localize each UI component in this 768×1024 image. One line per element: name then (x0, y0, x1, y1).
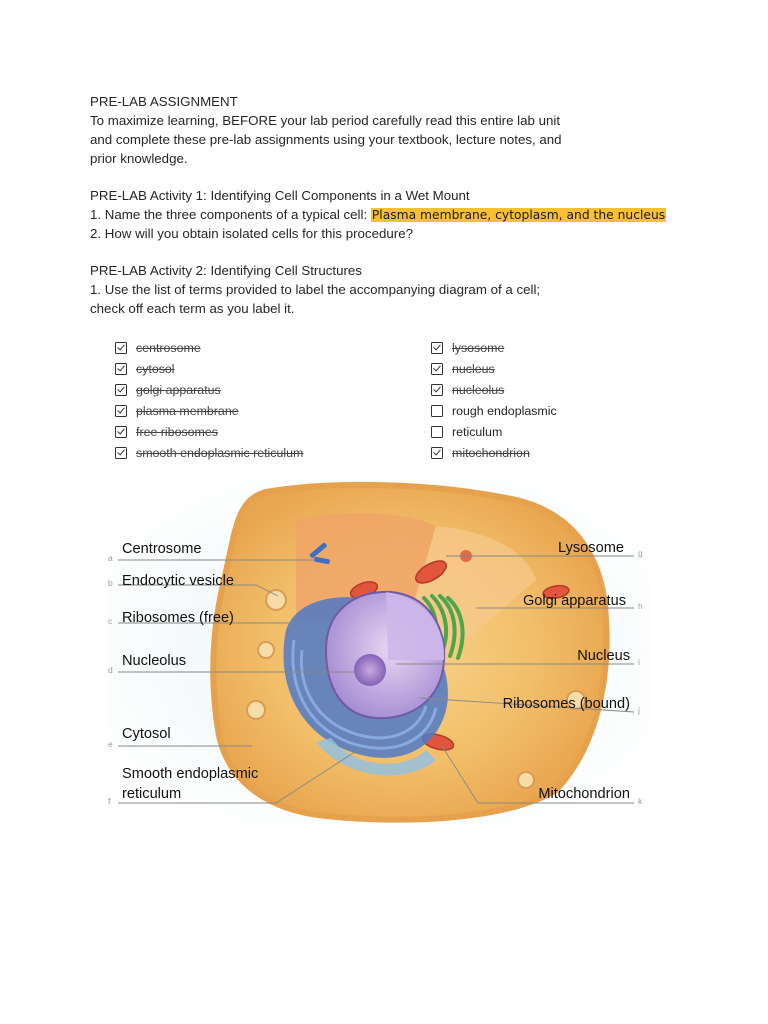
label-cytosol: Cytosol (122, 726, 171, 742)
term-label: centrosome (136, 341, 201, 355)
label-letter-c: c (108, 616, 113, 626)
checklist-item-nucleolus[interactable] (431, 382, 504, 398)
label-letter-b: b (108, 578, 113, 588)
checkbox-checked-icon[interactable] (115, 363, 127, 375)
label-mitochondrion: Mitochondrion (538, 786, 630, 802)
checklist-item-nucleus[interactable] (431, 361, 495, 377)
checklist-item-reticulum[interactable] (431, 424, 502, 440)
checklist-item-plasma-membrane[interactable] (115, 403, 239, 419)
checkbox-empty-icon[interactable] (431, 405, 443, 417)
checkbox-checked-icon[interactable] (115, 342, 127, 354)
checkbox-checked-icon[interactable] (431, 384, 443, 396)
term-label: reticulum (452, 425, 503, 439)
term-label: cytosol (136, 362, 175, 376)
intro-line-1: To maximize learning, BEFORE your lab period carefully read this entire lab unit (90, 113, 561, 128)
checklist-item-cytosol[interactable] (115, 361, 175, 377)
cell-diagram (106, 480, 650, 825)
checklist-item-lysosome[interactable] (431, 340, 504, 356)
label-letter-f: f (108, 796, 111, 806)
prelab-heading: PRE-LAB ASSIGNMENT (90, 94, 238, 109)
label-letter-h: h (638, 601, 643, 611)
term-label: smooth endoplasmic reticulum (136, 446, 304, 460)
label-letter-i: i (638, 657, 640, 667)
label-smooth-er-line-2: reticulum (122, 786, 182, 802)
checklist-item-rough-er[interactable] (431, 403, 557, 419)
label-smooth-er-line-1: Smooth endoplasmic (122, 766, 259, 782)
label-letter-a: a (108, 553, 113, 563)
label-lysosome: Lysosome (558, 540, 624, 556)
label-nucleus: Nucleus (577, 648, 630, 664)
checklist-item-golgi-apparatus[interactable] (115, 382, 221, 398)
term-label: plasma membrane (136, 404, 239, 418)
label-nucleolus: Nucleolus (122, 653, 187, 669)
checkbox-empty-icon[interactable] (431, 426, 443, 438)
question-1-text: 1. Name the three components of a typical cell: (90, 207, 371, 222)
term-label: lysosome (452, 341, 505, 355)
cell-illustration (213, 485, 606, 820)
label-letter-k: k (638, 796, 643, 806)
label-centrosome: Centrosome (122, 541, 202, 557)
label-ribosomes-free: Ribosomes (free) (122, 610, 234, 626)
checklist-item-smooth-er[interactable] (115, 445, 303, 461)
term-label: nucleolus (452, 383, 505, 397)
label-letter-j: j (638, 705, 640, 715)
checkbox-checked-icon[interactable] (431, 363, 443, 375)
label-letter-e: e (108, 739, 113, 749)
checkbox-checked-icon[interactable] (115, 405, 127, 417)
checklist-item-free-ribosomes[interactable] (115, 424, 218, 440)
activity-1-heading: PRE-LAB Activity 1: Identifying Cell Components in a Wet Mount (90, 188, 470, 203)
label-endocytic-vesicle: Endocytic vesicle (122, 573, 234, 589)
checkbox-checked-icon[interactable] (115, 384, 127, 396)
activity-2-instruction-1: 1. Use the list of terms provided to label the accompanying diagram of a cell; (90, 282, 541, 297)
term-label: rough endoplasmic (452, 404, 557, 418)
term-label: mitochondrion (452, 446, 530, 460)
term-label: golgi apparatus (136, 383, 221, 397)
label-golgi-apparatus: Golgi apparatus (522, 593, 626, 609)
label-letter-g: g (638, 548, 643, 558)
checklist-item-centrosome[interactable] (115, 340, 201, 356)
label-ribosomes-bound: Ribosomes (bound) (502, 696, 630, 712)
highlighted-answer: Plasma membrane, cytoplasm, and the nucleus (371, 208, 666, 222)
checkbox-checked-icon[interactable] (431, 342, 443, 354)
checklist-item-mitochondrion[interactable] (431, 445, 530, 461)
term-label: nucleus (452, 362, 495, 376)
activity-2-heading: PRE-LAB Activity 2: Identifying Cell Structures (90, 263, 362, 278)
checkbox-checked-icon[interactable] (431, 447, 443, 459)
intro-line-2: and complete these pre-lab assignments using your textbook, lecture notes, and (90, 132, 562, 147)
term-label: free ribosomes (136, 425, 218, 439)
checkbox-checked-icon[interactable] (115, 426, 127, 438)
activity-1-question-2: 2. How will you obtain isolated cells for this procedure? (90, 226, 413, 241)
intro-line-3: prior knowledge. (90, 151, 188, 166)
activity-2-instruction-2: check off each term as you label it. (90, 301, 295, 316)
activity-1-question-1 (90, 205, 666, 225)
label-letter-d: d (108, 665, 113, 675)
checkbox-checked-icon[interactable] (115, 447, 127, 459)
nucleolus-shape (354, 654, 386, 686)
